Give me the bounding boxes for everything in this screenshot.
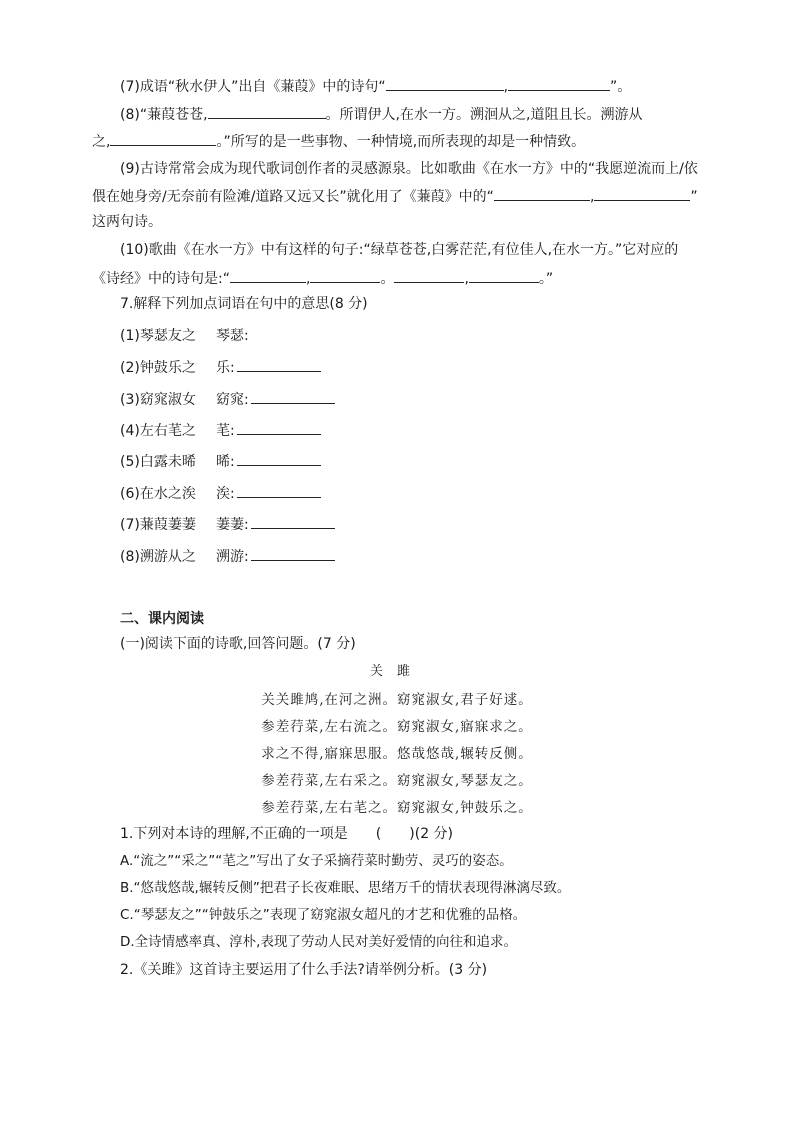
answer-blank[interactable]	[251, 514, 335, 529]
question-2: 2.《关雎》这首诗主要运用了什么手法?请举例分析。(3 分)	[120, 962, 488, 978]
vocab-phrase: (1)琴瑟友之	[120, 328, 196, 344]
question-text: 偎在她身旁/无奈前有险滩/道路又远又长”就化用了《蒹葭》中的“	[92, 189, 494, 205]
option-c[interactable]: C.“琴瑟友之”“钟鼓乐之”表现了窈窕淑女超凡的才艺和优雅的品格。	[120, 907, 527, 923]
section-title: 二、课内阅读	[120, 611, 204, 627]
answer-blank[interactable]	[251, 546, 335, 561]
separator: ,	[503, 79, 509, 95]
question-1: 1.下列对本诗的理解,不正确的一项是 ( )(2 分)	[120, 826, 454, 842]
answer-blank[interactable]	[469, 268, 539, 283]
vocab-item	[120, 357, 321, 378]
answer-blank[interactable]	[394, 268, 464, 283]
vocab-word: 涘:	[216, 486, 235, 502]
answer-blank[interactable]	[230, 268, 306, 283]
question-9-line-3	[92, 212, 162, 232]
vocab-word: 芼:	[216, 423, 235, 439]
separator: 。	[380, 271, 395, 287]
question-9-line-1	[120, 159, 698, 179]
question-text: ”	[690, 189, 698, 205]
separator: ,	[305, 271, 311, 287]
poem-line: 参差荇菜,左右采之。窈窕淑女,琴瑟友之。	[261, 773, 533, 789]
vocab-phrase: (5)白露未晞	[120, 454, 196, 470]
answer-blank[interactable]	[237, 357, 321, 372]
vocab-item	[120, 451, 321, 472]
question-text: 。”	[538, 271, 554, 287]
vocab-phrase: (8)溯游从之	[120, 549, 196, 565]
question-9-line-2	[92, 186, 698, 207]
poem-line: 关关雎鸠,在河之洲。窈窕淑女,君子好逑。	[261, 692, 533, 708]
answer-blank[interactable]	[237, 451, 321, 466]
answer-blank[interactable]	[110, 131, 216, 146]
question-text: (7)成语“秋水伊人”出自《蒹葭》中的诗句“	[120, 79, 386, 95]
question-7-line	[120, 76, 631, 97]
vocab-item	[120, 389, 335, 410]
question-10-line-1	[120, 240, 678, 260]
answer-blank[interactable]	[508, 76, 610, 91]
option-d[interactable]: D.全诗情感率真、淳朴,表现了劳动人民对美好爱情的向往和追求。	[120, 934, 517, 950]
question-text: 。所谓伊人,在水一方。溯洄从之,道阻且长。溯游从	[325, 107, 643, 123]
question-text: 之,	[92, 134, 111, 150]
question-text: (9)古诗常常会成为现代歌词创作者的灵感源泉。比如歌曲《在水一方》中的“我愿逆流而上/依	[120, 161, 698, 177]
vocab-phrase: (4)左右芼之	[120, 423, 196, 439]
reading-intro: (一)阅读下面的诗歌,回答问题。(7 分)	[120, 636, 356, 652]
question-text: 。”所写的是一些事物、一种情境,而所表现的却是一种情致。	[216, 134, 586, 150]
vocab-phrase: (3)窈窕淑女	[120, 392, 196, 408]
vocab-word: 晞:	[216, 454, 235, 470]
question-text: 这两句诗。	[92, 214, 162, 230]
vocab-item	[120, 420, 321, 441]
option-a[interactable]: A.“流之”“采之”“芼之”写出了女子采摘荇菜时勤劳、灵巧的姿态。	[120, 853, 513, 869]
answer-blank[interactable]	[310, 268, 380, 283]
vocab-phrase: (6)在水之涘	[120, 486, 196, 502]
vocab-word: 萋萋:	[216, 517, 249, 533]
poem-line: 求之不得,寤寐思服。悠哉悠哉,辗转反侧。	[261, 746, 533, 762]
vocab-phrase: (2)钟鼓乐之	[120, 360, 196, 376]
answer-blank[interactable]	[237, 420, 321, 435]
question-text: (8)“蒹葭苍苍,	[120, 107, 208, 123]
answer-blank[interactable]	[208, 104, 326, 119]
poem-line: 参差荇菜,左右芼之。窈窕淑女,钟鼓乐之。	[261, 800, 533, 816]
vocab-word: 窈窕:	[216, 392, 249, 408]
vocab-item	[120, 483, 321, 504]
question-text: 《诗经》中的诗句是:“	[92, 271, 230, 287]
poem-title: 关雎	[369, 664, 424, 679]
question-text: ”。	[610, 79, 632, 95]
vocab-title: 7.解释下列加点词语在句中的意思(8 分)	[120, 296, 368, 312]
question-8-line-1	[120, 104, 642, 125]
vocab-phrase: (7)蒹葭萋萋	[120, 517, 196, 533]
answer-blank[interactable]	[594, 186, 690, 201]
poem-line: 参差荇菜,左右流之。窈窕淑女,寤寐求之。	[261, 719, 533, 735]
separator: ,	[589, 189, 595, 205]
option-b[interactable]: B.“悠哉悠哉,辗转反侧”把君子长夜难眠、思绪万千的情状表现得淋漓尽致。	[120, 880, 571, 896]
question-10-line-2	[92, 268, 553, 289]
vocab-word: 琴瑟:	[216, 328, 249, 344]
vocab-item	[120, 514, 335, 535]
vocab-word: 乐:	[216, 360, 235, 376]
separator: ,	[464, 271, 469, 287]
answer-blank[interactable]	[386, 76, 504, 91]
answer-blank[interactable]	[494, 186, 590, 201]
answer-blank[interactable]	[237, 483, 321, 498]
question-8-line-2	[92, 131, 585, 152]
vocab-item	[120, 326, 249, 346]
question-text: (10)歌曲《在水一方》中有这样的句子:“绿草苍苍,白雾茫茫,有位佳人,在水一方。”它对应的	[120, 242, 679, 258]
answer-blank[interactable]	[251, 389, 335, 404]
vocab-word: 溯游:	[216, 549, 249, 565]
vocab-item	[120, 546, 335, 567]
